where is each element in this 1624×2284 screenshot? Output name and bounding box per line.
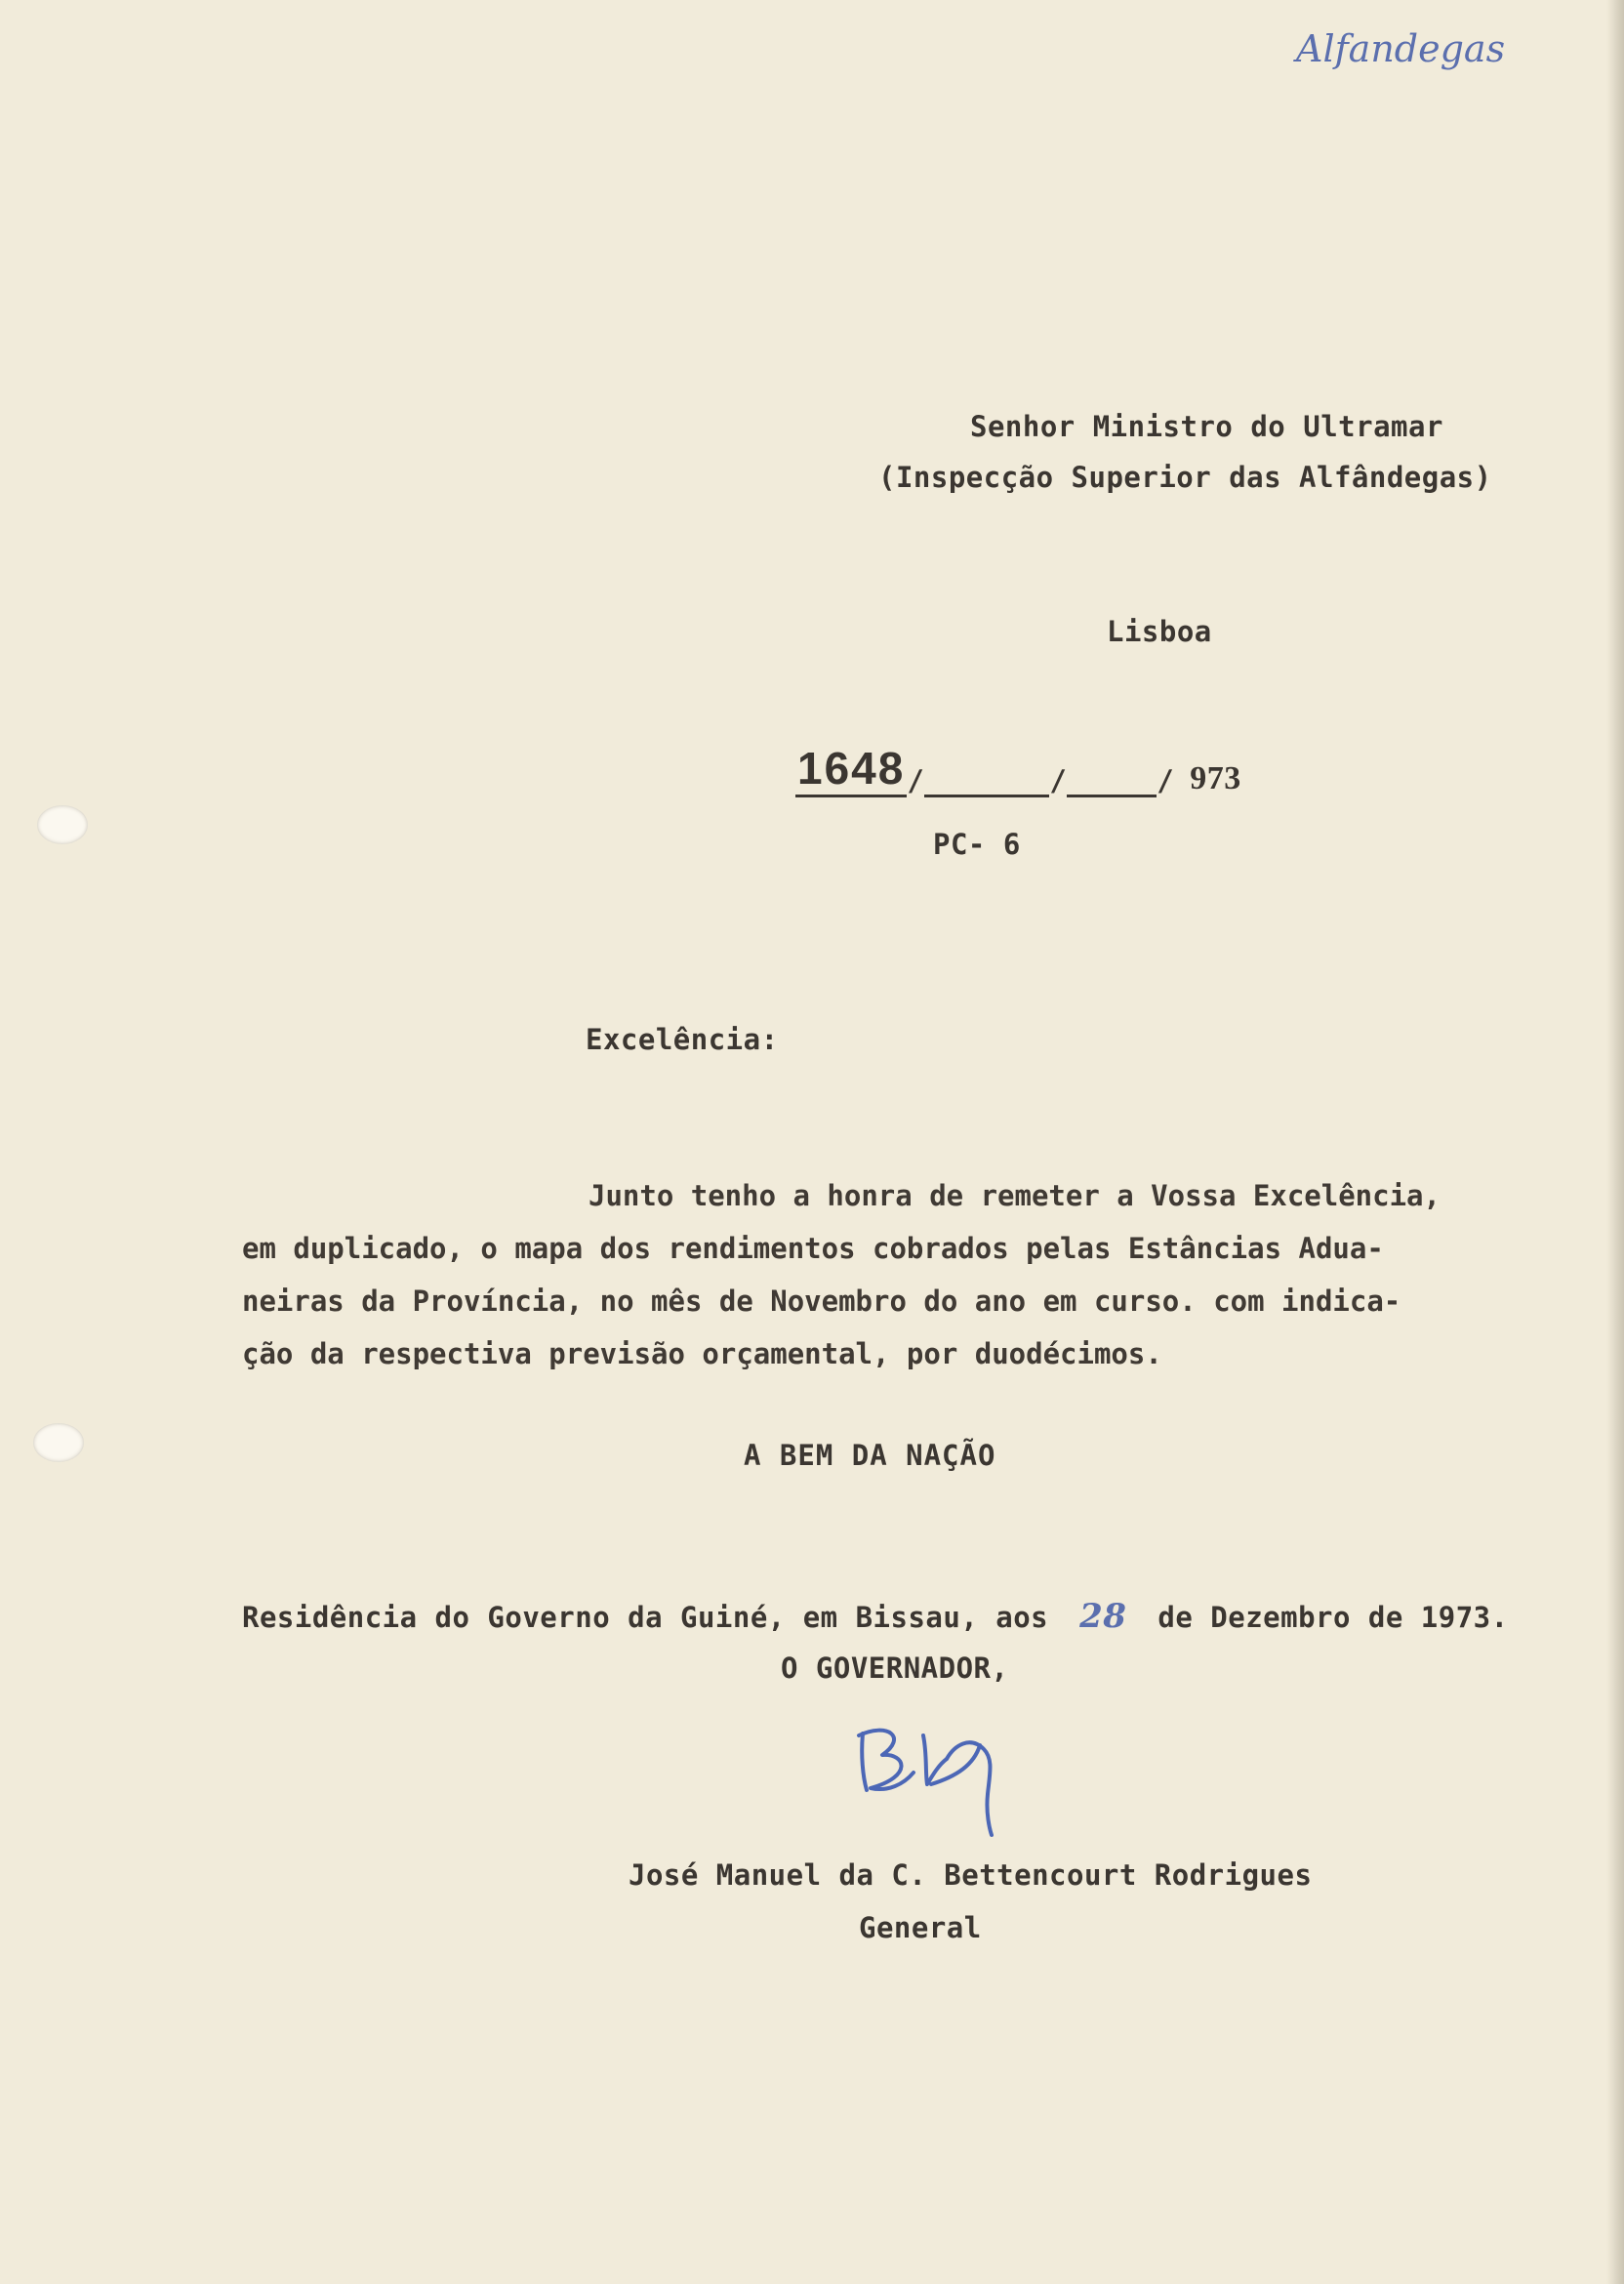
- reference-blank-day: [924, 771, 1049, 797]
- body-line: ção da respectiva previsão orçamental, por duodécimos.: [242, 1337, 1162, 1370]
- reference-blank-month: [1067, 771, 1157, 797]
- addressee-line-2: (Inspecção Superior das Alfândegas): [878, 461, 1492, 494]
- body-line: neiras da Província, no mês de Novembro do ano em curso. com indica-: [242, 1285, 1401, 1318]
- punch-hole-top: [37, 805, 88, 844]
- reference-year: 973: [1190, 760, 1241, 796]
- closing-prefix: Residência do Governo da Guiné, em Bissau, aos: [242, 1601, 1049, 1634]
- salutation: Excelência:: [586, 1023, 779, 1056]
- reference-line: [795, 742, 1241, 797]
- closing-day-handwritten: 28: [1079, 1597, 1127, 1636]
- handwritten-note: Alfandegas: [1296, 27, 1506, 70]
- reference-separator: /: [1049, 764, 1068, 797]
- addressee-line-1: Senhor Ministro do Ultramar: [970, 410, 1443, 443]
- signatory-title: O GOVERNADOR,: [781, 1652, 1009, 1685]
- page-edge-shadow: [1606, 0, 1624, 2284]
- addressee-city: Lisboa: [1107, 615, 1212, 648]
- reference-separator: /: [1157, 764, 1175, 797]
- punch-hole-bottom: [33, 1423, 84, 1462]
- handwritten-signature: [849, 1716, 1025, 1843]
- signatory-rank: General: [859, 1911, 982, 1944]
- closing-suffix: de Dezembro de 1973.: [1157, 1601, 1509, 1634]
- body-line: Junto tenho a honra de remeter a Vossa Excelência,: [589, 1179, 1441, 1212]
- reference-number: 1648: [795, 742, 907, 797]
- reference-separator: /: [907, 764, 925, 797]
- reference-code: PC- 6: [933, 828, 1021, 861]
- body-line: em duplicado, o mapa dos rendimentos cobrados pelas Estâncias Adua-: [242, 1232, 1384, 1265]
- closing-line: [242, 1597, 1509, 1636]
- motto: A BEM DA NAÇÃO: [744, 1439, 996, 1472]
- signatory-name: José Manuel da C. Bettencourt Rodrigues: [629, 1858, 1313, 1892]
